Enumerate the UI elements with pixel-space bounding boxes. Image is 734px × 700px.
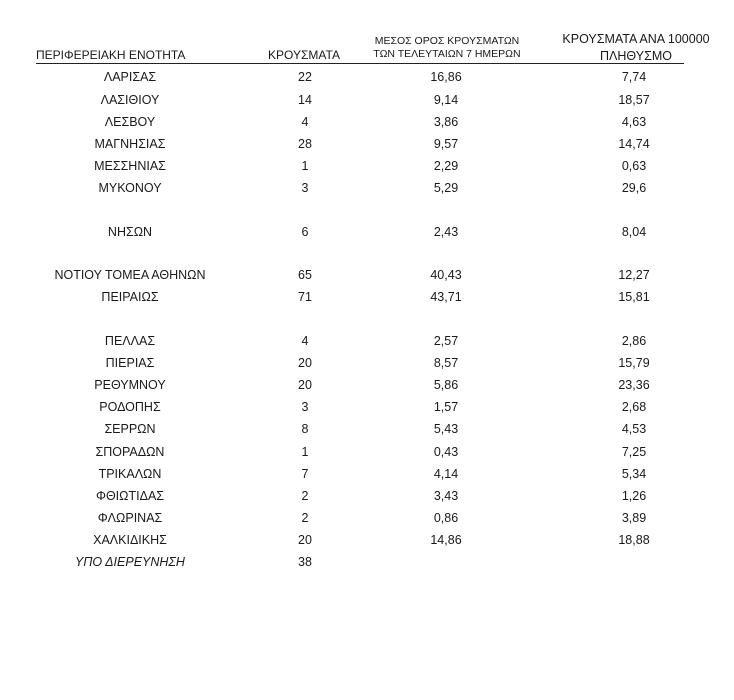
- table-row: [0, 113, 734, 131]
- avg-cell: 43,71: [430, 290, 462, 304]
- table-row: [0, 420, 734, 438]
- avg-cell: 5,43: [433, 422, 459, 436]
- header-cases: ΚΡΟΥΣΜΑΤΑ: [268, 48, 340, 62]
- cases-cell: 14: [298, 93, 312, 107]
- avg-cell: 3,43: [433, 489, 459, 503]
- per-100000-cell: 2,68: [621, 400, 647, 414]
- header-underline: [36, 63, 684, 64]
- cases-cell: 2: [301, 489, 309, 503]
- region-cell: ΜΑΓΝΗΣΙΑΣ: [94, 137, 166, 151]
- cases-cell: 38: [298, 555, 312, 569]
- cases-cell: 22: [298, 70, 312, 84]
- avg-cell: 0,43: [433, 445, 459, 459]
- cases-cell: 20: [298, 378, 312, 392]
- cases-cell: 7: [301, 467, 309, 481]
- per-100000-cell: 5,34: [621, 467, 647, 481]
- avg-cell: 8,57: [433, 356, 459, 370]
- table-row: [0, 68, 734, 86]
- avg-cell: 2,29: [433, 159, 459, 173]
- region-cell: ΣΠΟΡΑΔΩΝ: [95, 445, 165, 459]
- region-cell: ΛΑΣΙΘΙΟΥ: [100, 93, 160, 107]
- cases-cell: 65: [298, 268, 312, 282]
- region-cell: ΡΕΘΥΜΝΟΥ: [94, 378, 166, 392]
- region-cell: ΧΑΛΚΙΔΙΚΗΣ: [93, 533, 167, 547]
- cases-cell: 8: [301, 422, 309, 436]
- cases-cell: 6: [301, 225, 309, 239]
- table-row: [0, 398, 734, 416]
- table-row: [0, 376, 734, 394]
- avg-cell: 4,14: [433, 467, 459, 481]
- region-cell: ΜΥΚΟΝΟΥ: [98, 181, 162, 195]
- per-100000-cell: 7,25: [621, 445, 647, 459]
- per-100000-cell: 18,57: [618, 93, 650, 107]
- per-100000-cell: 8,04: [621, 225, 647, 239]
- avg-cell: 9,14: [433, 93, 459, 107]
- table-row: [0, 179, 734, 197]
- avg-cell: 3,86: [433, 115, 459, 129]
- table-row: [0, 223, 734, 241]
- header-region: ΠΕΡΙΦΕΡΕΙΑΚΗ ΕΝΟΤΗΤΑ: [36, 48, 186, 62]
- table-row: [0, 91, 734, 109]
- per-100000-cell: 4,53: [621, 422, 647, 436]
- per-100000-cell: 3,89: [621, 511, 647, 525]
- header-cases-per-100000-line2: ΠΛΗΘΥΣΜΟ: [600, 49, 672, 63]
- header-7day-average-line2: ΤΩΝ ΤΕΛΕΥΤΑΙΩΝ 7 ΗΜΕΡΩΝ: [373, 48, 521, 60]
- avg-cell: 16,86: [430, 70, 462, 84]
- cases-cell: 4: [301, 334, 309, 348]
- header-7day-average: [361, 35, 533, 61]
- header-cases-per-100000-line1: ΚΡΟΥΣΜΑΤΑ ΑΝΑ 100000: [562, 32, 710, 46]
- per-100000-cell: 7,74: [621, 70, 647, 84]
- avg-cell: 14,86: [430, 533, 462, 547]
- avg-cell: 0,86: [433, 511, 459, 525]
- table-row: [0, 354, 734, 372]
- per-100000-cell: 0,63: [621, 159, 647, 173]
- per-100000-cell: 1,26: [621, 489, 647, 503]
- avg-cell: 1,57: [433, 400, 459, 414]
- region-cell: ΝΗΣΩΝ: [107, 225, 153, 239]
- per-100000-cell: 14,74: [618, 137, 650, 151]
- cases-cell: 3: [301, 400, 309, 414]
- avg-cell: 40,43: [430, 268, 462, 282]
- region-cell: ΦΘΙΩΤΙΔΑΣ: [95, 489, 165, 503]
- cases-cell: 2: [301, 511, 309, 525]
- header-7day-average-line1: ΜΕΣΟΣ ΟΡΟΣ ΚΡΟΥΣΜΑΤΩΝ: [374, 35, 520, 47]
- cases-cell: 1: [301, 159, 309, 173]
- cases-cell: 71: [298, 290, 312, 304]
- cases-cell: 1: [301, 445, 309, 459]
- table-row: [0, 443, 734, 461]
- region-cell: ΠΙΕΡΙΑΣ: [105, 356, 155, 370]
- per-100000-cell: 2,86: [621, 334, 647, 348]
- avg-cell: 2,57: [433, 334, 459, 348]
- per-100000-cell: 29,6: [621, 181, 647, 195]
- per-100000-cell: 15,79: [618, 356, 650, 370]
- table-row-under-investigation: [0, 553, 734, 571]
- header-cases-per-100000: [546, 31, 726, 65]
- table-row: [0, 135, 734, 153]
- region-cell: ΛΑΡΙΣΑΣ: [103, 70, 157, 84]
- region-cell: ΡΟΔΟΠΗΣ: [99, 400, 161, 414]
- cases-cell: 3: [301, 181, 309, 195]
- avg-cell: 5,86: [433, 378, 459, 392]
- table-row: [0, 465, 734, 483]
- region-cell: ΤΡΙΚΑΛΩΝ: [98, 467, 162, 481]
- region-cell: ΛΕΣΒΟΥ: [104, 115, 156, 129]
- avg-cell: 9,57: [433, 137, 459, 151]
- table-row: [0, 332, 734, 350]
- per-100000-cell: 4,63: [621, 115, 647, 129]
- table-row: [0, 509, 734, 527]
- region-cell: ΣΕΡΡΩΝ: [104, 422, 156, 436]
- table-row: [0, 531, 734, 549]
- per-100000-cell: 15,81: [618, 290, 650, 304]
- region-cell: ΦΛΩΡΙΝΑΣ: [97, 511, 163, 525]
- table-row: [0, 288, 734, 306]
- per-100000-cell: 12,27: [618, 268, 650, 282]
- cases-cell: 20: [298, 356, 312, 370]
- region-cell: ΠΕΛΛΑΣ: [104, 334, 156, 348]
- avg-cell: 5,29: [433, 181, 459, 195]
- region-cell: ΠΕΙΡΑΙΩΣ: [101, 290, 159, 304]
- table-row: [0, 266, 734, 284]
- per-100000-cell: 18,88: [618, 533, 650, 547]
- region-cell: ΜΕΣΣΗΝΙΑΣ: [94, 159, 166, 173]
- cases-cell: 4: [301, 115, 309, 129]
- cases-cell: 20: [298, 533, 312, 547]
- cases-cell: 28: [298, 137, 312, 151]
- per-100000-cell: 23,36: [618, 378, 650, 392]
- region-cell: ΝΟΤΙΟΥ ΤΟΜΕΑ ΑΘΗΝΩΝ: [54, 268, 206, 282]
- table-row: [0, 157, 734, 175]
- region-cell: ΥΠΟ ΔΙΕΡΕΥΝΗΣΗ: [75, 555, 185, 569]
- avg-cell: 2,43: [433, 225, 459, 239]
- table-row: [0, 487, 734, 505]
